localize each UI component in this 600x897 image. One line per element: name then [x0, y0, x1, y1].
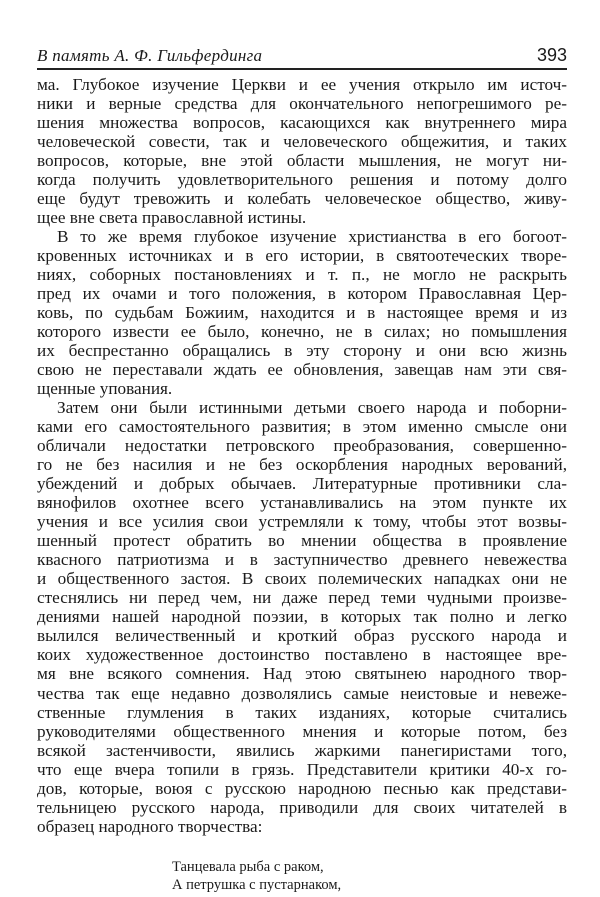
poem-line: А петрушка с пустарнаком, [172, 877, 342, 893]
text-line: шения множества вопросов, касающихся как внутреннего мира [37, 113, 567, 133]
text-line: вянофилов охотнее всего устанавливались на этом пункте их [37, 493, 567, 513]
text-line: шенный протест обратить во мнении общества в проявление [37, 531, 567, 551]
text-line: ственные глумления в таких изданиях, которые считались [37, 702, 567, 722]
body-text [37, 75, 567, 836]
text-line: обличали недостатки петровского преобразования, совершенно- [37, 436, 567, 456]
text-line: всякой застенчивости, явились жаркими панегиристами того, [37, 740, 567, 760]
text-line: квасного патриотизма и в заступничество древнего невежества [37, 550, 567, 570]
text-line: мя вне всякого сомнения. Над этою святынею народного твор- [37, 664, 567, 684]
poem-line: Танцевала рыба с раком, [172, 859, 324, 875]
text-line: кровенных источниках и в его истории, в святоотеческих творе- [37, 246, 567, 266]
text-line: убеждений и добрых обычаев. Литературные противники сла- [37, 474, 567, 494]
text-line: еще будут тревожить и колебать человеческое общество, живу- [37, 189, 567, 209]
page-number: 393 [536, 45, 567, 65]
text-line: и общественного застоя. В своих полемических нападках они не [37, 569, 567, 589]
text-line: ники и верные средства для окончательного непогрешимого ре- [37, 94, 567, 114]
paragraph [37, 398, 567, 835]
text-line: ковь, по судьбам Божиим, находится и в настоящее время и из [37, 303, 567, 323]
text-line: стеснялись ни перед чем, ни даже перед теми чудными произве- [37, 588, 567, 608]
text-line: коих художественное достоинство поставлено в настоящее вре- [37, 645, 567, 665]
text-line: щенные упования. [37, 379, 173, 399]
running-title: В память А. Ф. Гильфердинга [37, 46, 263, 65]
text-line: ма. Глубокое изучение Церкви и ее учения открыло им источ- [37, 75, 567, 94]
text-line: В то же время глубокое изучение христианства в его богоот- [57, 227, 567, 247]
text-line: что еще вчера топили в грязь. Представители критики 40-х го- [37, 759, 567, 779]
text-line: вылился величественный и кроткий образ русского народа и [37, 626, 567, 646]
text-line: которого извести ее было, конечно, не в силах; но помышления [37, 322, 567, 342]
text-line: Затем они были истинными детьми своего народа и поборни- [57, 398, 567, 418]
text-line: свою не переставали ждать ее обновления, завещав нам эти свя- [37, 360, 567, 380]
text-line: учения и все усилия свои устремляли к тому, чтобы этот возвы- [37, 512, 567, 532]
poem-quote [172, 858, 341, 894]
text-line: чества так еще недавно дозволялись самые неистовые и невеже- [37, 683, 567, 703]
running-header [37, 42, 567, 70]
text-line: ками его самостоятельного развития; в этом именно смысле они [37, 417, 567, 437]
text-line: дениями нашей народной поэзии, в которых так полно и легко [37, 607, 567, 627]
text-line: дов, которые, воюя с русскою народною песнью как представи- [37, 778, 567, 798]
text-line: их беспрестанно обращались в эту сторону и они всю жизнь [37, 341, 567, 361]
text-line: когда получить удовлетворительного решения и потому долго [37, 170, 567, 190]
text-line: щее вне света православной истины. [37, 208, 307, 228]
text-line: образец народного творчества: [37, 816, 263, 836]
text-line: ниях, соборных постановлениях и т. п., не могло не раскрыть [37, 265, 567, 285]
text-line: тельницею русского народа, приводили для своих читателей в [37, 797, 567, 817]
text-line: человеческой совести, так и человеческого общежития, и таких [37, 132, 567, 152]
text-line: го не без насилия и не без оскорбления народных верований, [37, 455, 567, 475]
text-line: руководителями общественного мнения и которые потом, без [37, 721, 567, 741]
paragraph [37, 227, 567, 398]
text-line: вопросов, которые, вне этой области мышления, не могут ни- [37, 151, 567, 171]
text-line: пред их очами и того положения, в котором Православная Цер- [37, 284, 567, 304]
paragraph [37, 75, 567, 227]
